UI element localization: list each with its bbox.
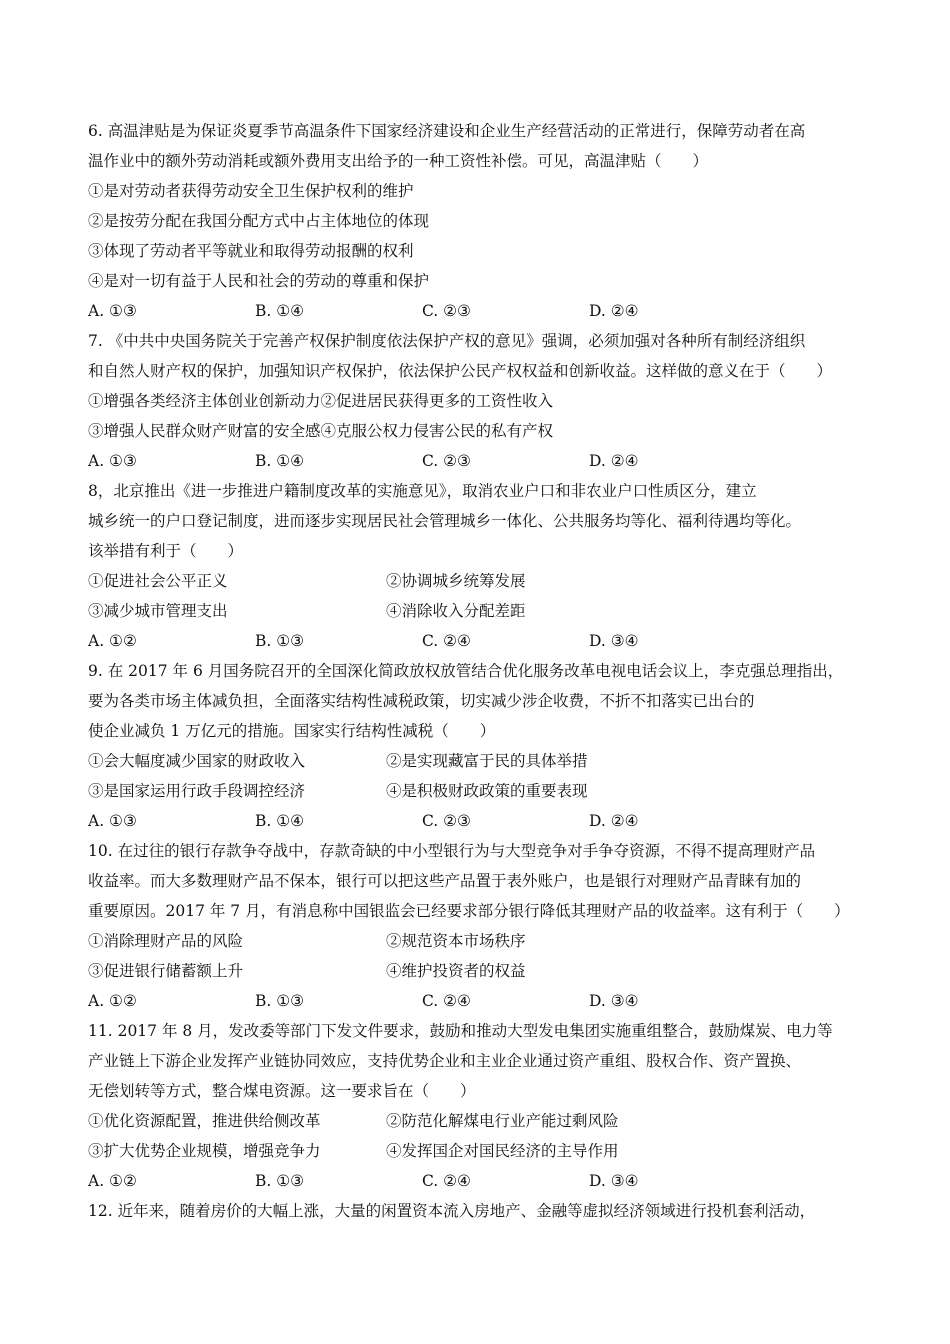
statement-item: ①促进社会公平正义 <box>88 572 228 590</box>
option-b: B. ①④ <box>255 452 305 470</box>
option-a: A. ①② <box>88 1172 137 1190</box>
answer-options <box>88 446 878 476</box>
question-stem-line: 6. 高温津贴是为保证炎夏季节高温条件下国家经济建设和企业生产经营活动的正常进行，保障劳动者在高 <box>88 122 806 140</box>
question-stem-line: 收益率。而大多数理财产品不保本，银行可以把这些产品置于表外账户，也是银行对理财产品青睐有加的 <box>88 872 802 890</box>
question-9 <box>88 656 878 836</box>
statement-item: ③扩大优势企业规模，增强竞争力 <box>88 1142 321 1160</box>
statement-item: ③是国家运用行政手段调控经济 <box>88 782 306 800</box>
option-c: C. ②④ <box>422 632 471 650</box>
statement-row <box>88 926 878 956</box>
statement-item: ④消除收入分配差距 <box>386 602 526 620</box>
question-stem-line: 7. 《中共中央国务院关于完善产权保护制度依法保护产权的意见》强调，必须加强对各种所有制经济组织 <box>88 332 806 350</box>
option-b: B. ①③ <box>255 632 305 650</box>
option-a: A. ①② <box>88 632 137 650</box>
question-8 <box>88 476 878 656</box>
answer-options <box>88 986 878 1016</box>
question-stem-line: 10. 在过往的银行存款争夺战中，存款奇缺的中小型银行为与大型竞争对手争夺资源，不得不提高理财产品 <box>88 842 816 860</box>
statement-row <box>88 1136 878 1166</box>
question-11 <box>88 1016 878 1196</box>
option-c: C. ②③ <box>422 452 471 470</box>
statement-row <box>88 746 878 776</box>
option-d: D. ③④ <box>589 992 639 1010</box>
question-stem-line: 重要原因。2017 年 7 月，有消息称中国银监会已经要求部分银行降低其理财产品的收益率。这有利于（ ） <box>88 902 850 920</box>
option-c: C. ②③ <box>422 812 471 830</box>
statement-item: ①增强各类经济主体创业创新动力②促进居民获得更多的工资性收入 <box>88 392 554 410</box>
question-stem-line: 城乡统一的户口登记制度，进而逐步实现居民社会管理城乡一体化、公共服务均等化、福利待遇均等化。 <box>88 512 802 530</box>
question-stem-line: 使企业减负 1 万亿元的措施。国家实行结构性减税（ ） <box>88 722 496 740</box>
statement-item: ④维护投资者的权益 <box>386 962 526 980</box>
option-d: D. ②④ <box>589 302 639 320</box>
question-stem-line: 8，北京推出《进一步推进户籍制度改革的实施意见》，取消农业户口和非农业户口性质区分，建立 <box>88 482 757 500</box>
answer-options <box>88 296 878 326</box>
option-b: B. ①④ <box>255 812 305 830</box>
option-b: B. ①③ <box>255 992 305 1010</box>
option-c: C. ②③ <box>422 302 471 320</box>
statement-item: ②是按劳分配在我国分配方式中占主体地位的体现 <box>88 212 430 230</box>
question-12 <box>88 1196 878 1226</box>
question-stem-line: 9. 在 2017 年 6 月国务院召开的全国深化简政放权放管结合优化服务改革电视电话会议上，李克强总理指出， <box>88 662 844 680</box>
option-a: A. ①③ <box>88 302 137 320</box>
statement-item: ④发挥国企对国民经济的主导作用 <box>386 1142 619 1160</box>
option-d: D. ②④ <box>589 812 639 830</box>
statement-item: ③减少城市管理支出 <box>88 602 228 620</box>
option-d: D. ③④ <box>589 1172 639 1190</box>
question-stem-line: 11. 2017 年 8 月，发改委等部门下发文件要求，鼓励和推动大型发电集团实施重组整合，鼓励煤炭、电力等 <box>88 1022 833 1040</box>
question-stem-line: 产业链上下游企业发挥产业链协同效应，支持优势企业和主业企业通过资产重组、股权合作、资产置换、 <box>88 1052 802 1070</box>
question-6 <box>88 116 878 326</box>
question-stem-line: 温作业中的额外劳动消耗或额外费用支出给予的一种工资性补偿。可见，高温津贴（ ） <box>88 152 709 170</box>
option-a: A. ①③ <box>88 452 137 470</box>
statement-item: ②协调城乡统筹发展 <box>386 572 526 590</box>
statement-item: ④是对一切有益于人民和社会的劳动的尊重和保护 <box>88 272 430 290</box>
option-a: A. ①③ <box>88 812 137 830</box>
statement-item: ②是实现藏富于民的具体举措 <box>386 752 588 770</box>
statement-item: ①消除理财产品的风险 <box>88 932 244 950</box>
statement-item: ①优化资源配置，推进供给侧改革 <box>88 1112 321 1130</box>
option-b: B. ①③ <box>255 1172 305 1190</box>
question-stem-line: 12. 近年来，随着房价的大幅上涨，大量的闲置资本流入房地产、金融等虚拟经济领域进行投机套利活动， <box>88 1202 816 1220</box>
question-stem-line: 该举措有利于（ ） <box>88 542 244 560</box>
statement-row <box>88 956 878 986</box>
option-c: C. ②④ <box>422 992 471 1010</box>
option-b: B. ①④ <box>255 302 305 320</box>
statement-row <box>88 776 878 806</box>
statement-item: ②规范资本市场秩序 <box>386 932 526 950</box>
question-10 <box>88 836 878 1016</box>
statement-item: ③增强人民群众财产财富的安全感④克服公权力侵害公民的私有产权 <box>88 422 554 440</box>
question-stem-line: 要为各类市场主体减负担，全面落实结构性减税政策，切实减少涉企收费，不折不扣落实已出台的 <box>88 692 755 710</box>
option-d: D. ③④ <box>589 632 639 650</box>
answer-options <box>88 1166 878 1196</box>
exam-page <box>88 116 878 1226</box>
question-7 <box>88 326 878 476</box>
question-stem-line: 无偿划转等方式，整合煤电资源。这一要求旨在（ ） <box>88 1082 476 1100</box>
statement-row <box>88 1106 878 1136</box>
option-a: A. ①② <box>88 992 137 1010</box>
statement-item: ③促进银行储蓄额上升 <box>88 962 244 980</box>
question-stem-line: 和自然人财产权的保护，加强知识产权保护，依法保护公民产权权益和创新收益。这样做的意义在于（ ） <box>88 362 833 380</box>
statement-item: ③体现了劳动者平等就业和取得劳动报酬的权利 <box>88 242 414 260</box>
statement-item: ④是积极财政政策的重要表现 <box>386 782 588 800</box>
option-d: D. ②④ <box>589 452 639 470</box>
statement-item: ①会大幅度减少国家的财政收入 <box>88 752 306 770</box>
statement-item: ②防范化解煤电行业产能过剩风险 <box>386 1112 619 1130</box>
option-c: C. ②④ <box>422 1172 471 1190</box>
statement-row <box>88 596 878 626</box>
statement-row <box>88 566 878 596</box>
answer-options <box>88 806 878 836</box>
answer-options <box>88 626 878 656</box>
statement-item: ①是对劳动者获得劳动安全卫生保护权利的维护 <box>88 182 414 200</box>
